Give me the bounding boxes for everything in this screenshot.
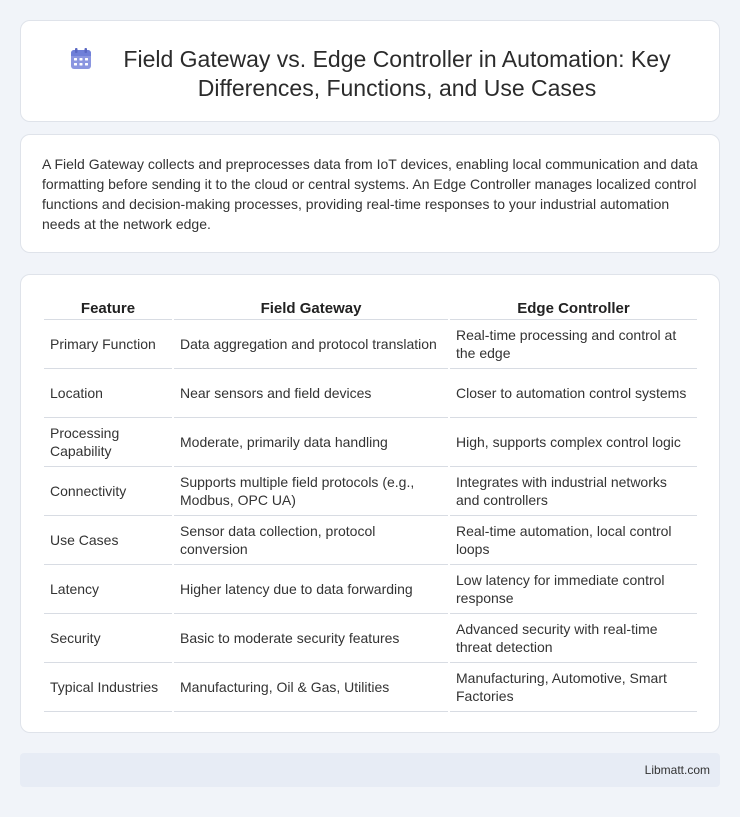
controller-cell: Manufacturing, Automotive, Smart Factories <box>450 663 697 712</box>
table-row <box>44 614 697 663</box>
gateway-cell: Near sensors and field devices <box>174 369 448 418</box>
table-row <box>44 565 697 614</box>
gateway-cell: Sensor data collection, protocol conversion <box>174 516 448 565</box>
source-link[interactable]: Libmatt.com <box>644 763 710 777</box>
feature-cell: Processing Capability <box>44 418 172 467</box>
header-field-gateway: Field Gateway <box>174 295 448 320</box>
header-feature: Feature <box>44 295 172 320</box>
controller-cell: Advanced security with real-time threat detection <box>450 614 697 663</box>
comparison-card <box>20 274 720 733</box>
table-row <box>44 663 697 712</box>
controller-cell: High, supports complex control logic <box>450 418 697 467</box>
title-card <box>20 20 720 122</box>
feature-cell: Security <box>44 614 172 663</box>
table-row <box>44 467 697 516</box>
feature-cell: Typical Industries <box>44 663 172 712</box>
intro-card <box>20 134 720 253</box>
gateway-cell: Supports multiple field protocols (e.g., Modbus, OPC UA) <box>174 467 448 516</box>
feature-cell: Connectivity <box>44 467 172 516</box>
page-title: Field Gateway vs. Edge Controller in Automation: Key Differences, Functions, and Use Cases <box>123 46 671 101</box>
feature-cell: Location <box>44 369 172 418</box>
gateway-cell: Data aggregation and protocol translation <box>174 320 448 369</box>
gateway-cell: Basic to moderate security features <box>174 614 448 663</box>
gateway-cell: Moderate, primarily data handling <box>174 418 448 467</box>
comparison-table <box>42 295 699 712</box>
feature-cell: Latency <box>44 565 172 614</box>
intro-paragraph: A Field Gateway collects and preprocesses data from IoT devices, enabling local communication and data formatting before sending it to the cloud or central systems. An Edge Controller manages localized control functions and decision-making processes, providing real-time responses to your industrial automation needs at the network edge. <box>42 156 698 232</box>
table-header-row <box>44 295 697 320</box>
gateway-cell: Manufacturing, Oil & Gas, Utilities <box>174 663 448 712</box>
controller-cell: Real-time processing and control at the edge <box>450 320 697 369</box>
gateway-cell: Higher latency due to data forwarding <box>174 565 448 614</box>
footer-bar <box>20 753 720 787</box>
table-row <box>44 418 697 467</box>
table-row <box>44 369 697 418</box>
controller-cell: Low latency for immediate control response <box>450 565 697 614</box>
header-edge-controller: Edge Controller <box>450 295 697 320</box>
controller-cell: Integrates with industrial networks and controllers <box>450 467 697 516</box>
table-row <box>44 320 697 369</box>
feature-cell: Primary Function <box>44 320 172 369</box>
controller-cell: Real-time automation, local control loops <box>450 516 697 565</box>
table-row <box>44 516 697 565</box>
controller-cell: Closer to automation control systems <box>450 369 697 418</box>
feature-cell: Use Cases <box>44 516 172 565</box>
